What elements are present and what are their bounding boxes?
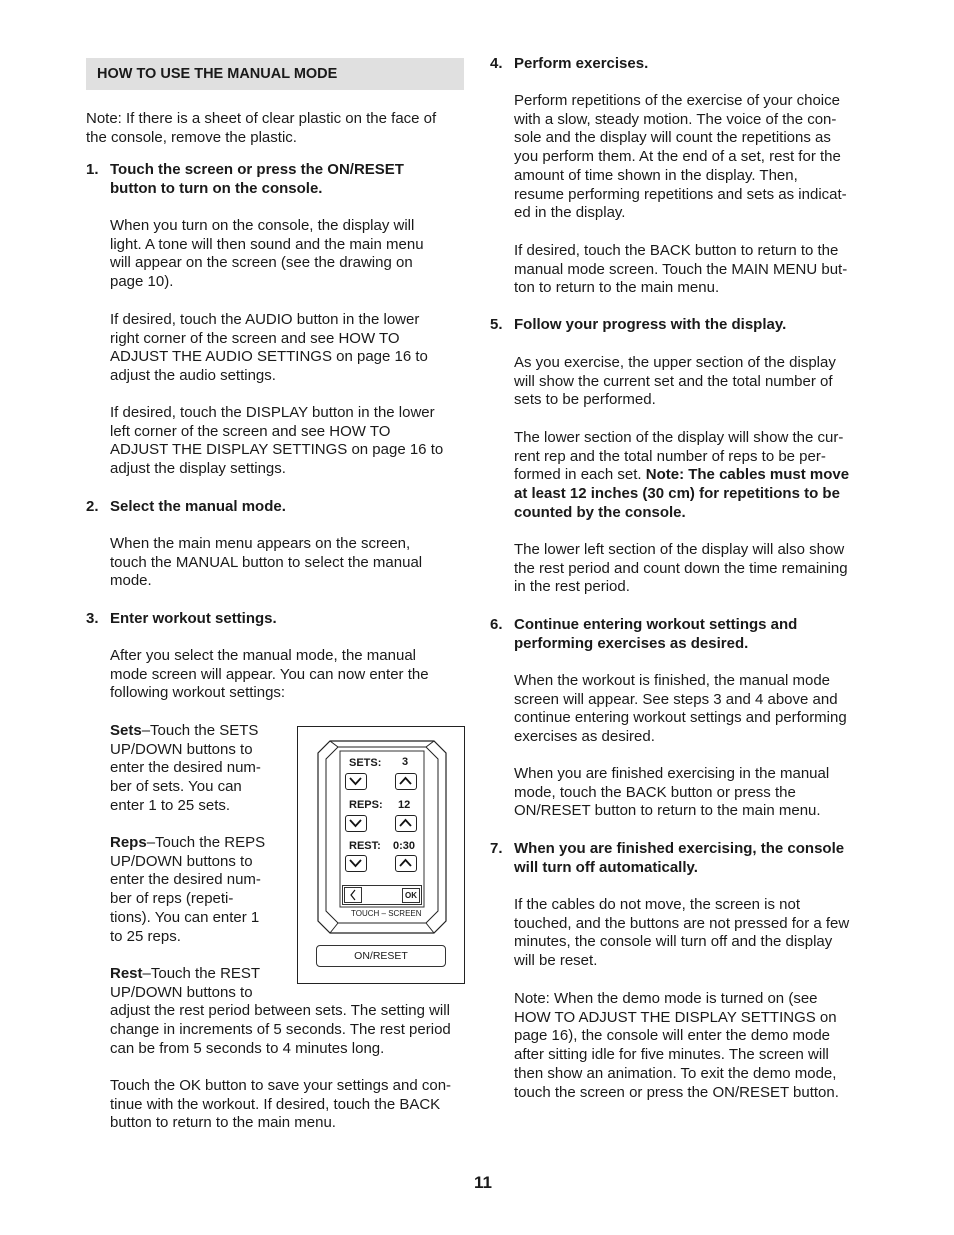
step-1-para-1	[110, 217, 466, 292]
step-1-title	[110, 161, 466, 198]
step-3-number: 3.	[86, 610, 99, 627]
section-title: HOW TO USE THE MANUAL MODE	[86, 58, 464, 90]
sets-screen-value: 3	[402, 756, 409, 768]
step-7-title	[514, 840, 870, 877]
sets-description	[110, 722, 290, 816]
text-line: will show the current set and the total number of	[514, 372, 833, 390]
text-line: can be from 5 seconds to 4 minutes long.	[110, 1039, 385, 1057]
sets-up-button[interactable]	[395, 773, 417, 790]
touch-screen-label: TOUCH – SCREEN	[351, 909, 422, 918]
step-7-para-1	[514, 896, 874, 971]
text-line: sole and the display will count the repetitions as	[514, 129, 831, 147]
text-line: When you are finished exercising in the manual	[514, 765, 830, 782]
ok-paragraph	[110, 1077, 470, 1133]
step-2-title: Select the manual mode.	[110, 498, 286, 515]
sets-screen-label: SETS:	[349, 757, 382, 769]
step-7-number: 7.	[490, 840, 503, 857]
step-6-para-2	[514, 765, 874, 821]
on-reset-button[interactable]: ON/RESET	[316, 945, 446, 967]
text-line: enter 1 to 25 sets.	[110, 796, 231, 814]
text-line: to 25 reps.	[110, 927, 181, 945]
step-1-para-2	[110, 311, 466, 386]
step-7-para-2	[514, 990, 874, 1102]
text-line: ON/RESET button to return to the main menu.	[514, 802, 821, 820]
step-1-number: 1.	[86, 161, 99, 178]
text-line: Touch the OK button to save your settings and con-	[110, 1077, 452, 1094]
text-line: UP/DOWN buttons to	[110, 740, 253, 758]
text-line: will appear on the screen (see the drawing on	[110, 254, 413, 272]
chevron-down-icon	[346, 816, 365, 830]
text-line: page 10).	[110, 273, 174, 291]
text-span: –Touch the REST	[142, 965, 261, 982]
step-6-para-1	[514, 672, 874, 747]
text-line	[110, 834, 290, 853]
text-line: HOW TO ADJUST THE DISPLAY SETTINGS on	[514, 1008, 837, 1026]
text-line: ber of reps (repeti-	[110, 890, 234, 908]
reps-label: Reps	[110, 834, 147, 851]
text-line: after sitting idle for five minutes. The screen will	[514, 1046, 829, 1064]
text-line: When the workout is finished, the manual mode	[514, 672, 831, 689]
step-1-title-line: Touch the screen or press the ON/RESET	[110, 161, 404, 178]
step-6-title	[514, 616, 870, 653]
ok-button[interactable]: OK	[402, 888, 420, 903]
text-line: mode screen will appear. You can now enter the	[110, 665, 429, 683]
text-line: tinue with the workout. If desired, touch the BACK	[110, 1095, 441, 1113]
text-line: right corner of the screen and see HOW TO	[110, 329, 400, 347]
text-line: with a slow, steady motion. The voice of the con-	[514, 110, 837, 128]
step-6-title-line: performing exercises as desired.	[514, 634, 749, 652]
step-1-title-line: button to turn on the console.	[110, 179, 323, 197]
step-2-number: 2.	[86, 498, 99, 515]
text-line: After you select the manual mode, the manual	[110, 647, 417, 664]
sets-down-button[interactable]	[345, 773, 367, 790]
cable-note: Note: The cables must move	[645, 466, 850, 484]
text-line: enter the desired num-	[110, 759, 261, 777]
rest-up-button[interactable]	[395, 855, 417, 872]
text-line	[110, 722, 290, 741]
text-line: rent rep and the total number of reps to be per-	[514, 447, 826, 465]
chevron-up-icon	[396, 816, 415, 830]
text-line: The lower section of the display will show the cur-	[514, 429, 844, 446]
text-span: –Touch the SETS	[141, 722, 259, 739]
chevron-down-icon	[346, 856, 365, 870]
step-7-title-line: will turn off automatically.	[514, 858, 698, 876]
text-line: adjust the rest period between sets. The setting will	[110, 1002, 450, 1020]
reps-up-button[interactable]	[395, 815, 417, 832]
chevron-down-icon	[346, 774, 365, 788]
text-line: adjust the audio settings.	[110, 367, 276, 385]
text-span: –Touch the REPS	[146, 834, 266, 851]
text-line: touch the MANUAL button to select the manual	[110, 553, 423, 571]
text-line: If desired, touch the AUDIO button in the lower	[110, 311, 420, 328]
text-line: button to return to the main menu.	[110, 1114, 336, 1132]
step-2-para-1	[110, 535, 466, 591]
step-4-title: Perform exercises.	[514, 55, 649, 72]
text-line: you perform them. At the end of a set, rest for the	[514, 148, 841, 166]
rest-down-button[interactable]	[345, 855, 367, 872]
reps-screen-label: REPS:	[349, 799, 383, 811]
text-line: left corner of the screen and see HOW TO	[110, 422, 391, 440]
reps-screen-value: 12	[398, 799, 411, 811]
text-line: amount of time shown in the display. Then,	[514, 166, 798, 184]
step-3-para-1	[110, 647, 466, 703]
text-line: The lower left section of the display will also show	[514, 541, 845, 558]
text-line: in the rest period.	[514, 578, 630, 596]
console-drawing	[297, 726, 465, 984]
text-line: When you turn on the console, the display will	[110, 217, 415, 234]
step-5-para-1	[514, 354, 874, 410]
text-line: ton to return to the main menu.	[514, 279, 720, 297]
text-line: touched, and the buttons are not pressed for a few	[514, 914, 850, 932]
text-line: Perform repetitions of the exercise of your choice	[514, 92, 840, 109]
back-button[interactable]	[344, 887, 362, 903]
text-line: sets to be performed.	[514, 391, 656, 409]
text-line: As you exercise, the upper section of the display	[514, 354, 836, 371]
text-line: then show an animation. To exit the demo mode,	[514, 1064, 837, 1082]
text-line: minutes, the console will turn off and the display	[514, 933, 833, 951]
chevron-up-icon	[396, 774, 415, 788]
text-line: When the main menu appears on the screen,	[110, 535, 411, 552]
text-line: ed in the display.	[514, 204, 626, 222]
text-line: ADJUST THE DISPLAY SETTINGS on page 16 to	[110, 441, 444, 459]
step-5-para-3	[514, 541, 874, 597]
text-line: tions). You can enter 1	[110, 908, 260, 926]
note-plastic-text: Note: If there is a sheet of clear plastic on the face of the console, remove the plastic.	[86, 110, 437, 146]
text-line: will be reset.	[514, 952, 598, 970]
back-arrow-icon	[345, 888, 361, 902]
text-line: touch the screen or press the ON/RESET button.	[514, 1083, 839, 1101]
chevron-up-icon	[396, 856, 415, 870]
cable-note: at least 12 inches (30 cm) for repetitions to be	[514, 485, 840, 503]
step-1-para-3	[110, 404, 466, 479]
step-4-number: 4.	[490, 55, 503, 72]
text-line: UP/DOWN buttons to	[110, 983, 253, 1001]
text-line: If desired, touch the BACK button to return to the	[514, 242, 839, 259]
step-6-title-line: Continue entering workout settings and	[514, 616, 798, 633]
text-line: ber of sets. You can	[110, 778, 242, 796]
text-line: resume performing repetitions and sets as indicat-	[514, 185, 847, 203]
text-span: formed in each set.	[514, 466, 646, 484]
page-number: 11	[474, 1173, 492, 1192]
step-3-title: Enter workout settings.	[110, 610, 277, 627]
text-line: If the cables do not move, the screen is not	[514, 896, 800, 913]
text-line: the rest period and count down the time remaining	[514, 559, 848, 577]
text-line: change in increments of 5 seconds. The rest period	[110, 1021, 451, 1039]
text-line: ADJUST THE AUDIO SETTINGS on page 16 to	[110, 348, 428, 366]
text-line: following workout settings:	[110, 684, 286, 702]
text-line: Note: When the demo mode is turned on (see	[514, 990, 818, 1007]
text-line: If desired, touch the DISPLAY button in the lower	[110, 404, 435, 421]
step-5-para-2	[514, 429, 874, 523]
step-4-para-1	[514, 92, 874, 223]
reps-down-button[interactable]	[345, 815, 367, 832]
cable-note: counted by the console.	[514, 503, 686, 521]
note-plastic	[86, 110, 466, 147]
rest-screen-value: 0:30	[393, 840, 416, 852]
sets-label: Sets	[110, 722, 142, 739]
text-line: continue entering workout settings and performing	[514, 709, 847, 727]
rest-label: Rest	[110, 965, 143, 982]
text-line: mode, touch the BACK button or press the	[514, 783, 796, 801]
text-line: exercises as desired.	[514, 728, 655, 746]
rest-screen-label: REST:	[349, 840, 381, 852]
reps-description	[110, 834, 290, 946]
text-line: UP/DOWN buttons to	[110, 852, 253, 870]
text-line: mode.	[110, 572, 152, 590]
step-6-number: 6.	[490, 616, 503, 633]
text-line: screen will appear. See steps 3 and 4 above and	[514, 690, 838, 708]
step-7-title-line: When you are finished exercising, the console	[514, 840, 845, 857]
step-4-para-2	[514, 242, 874, 298]
text-line: light. A tone will then sound and the main menu	[110, 235, 424, 253]
text-line: page 16), the console will enter the demo mode	[514, 1027, 831, 1045]
text-line: adjust the display settings.	[110, 460, 286, 478]
step-5-title: Follow your progress with the display.	[514, 316, 787, 333]
text-line	[514, 466, 874, 485]
step-5-number: 5.	[490, 316, 503, 333]
text-line: enter the desired num-	[110, 871, 261, 889]
text-line: manual mode screen. Touch the MAIN MENU but-	[514, 260, 848, 278]
